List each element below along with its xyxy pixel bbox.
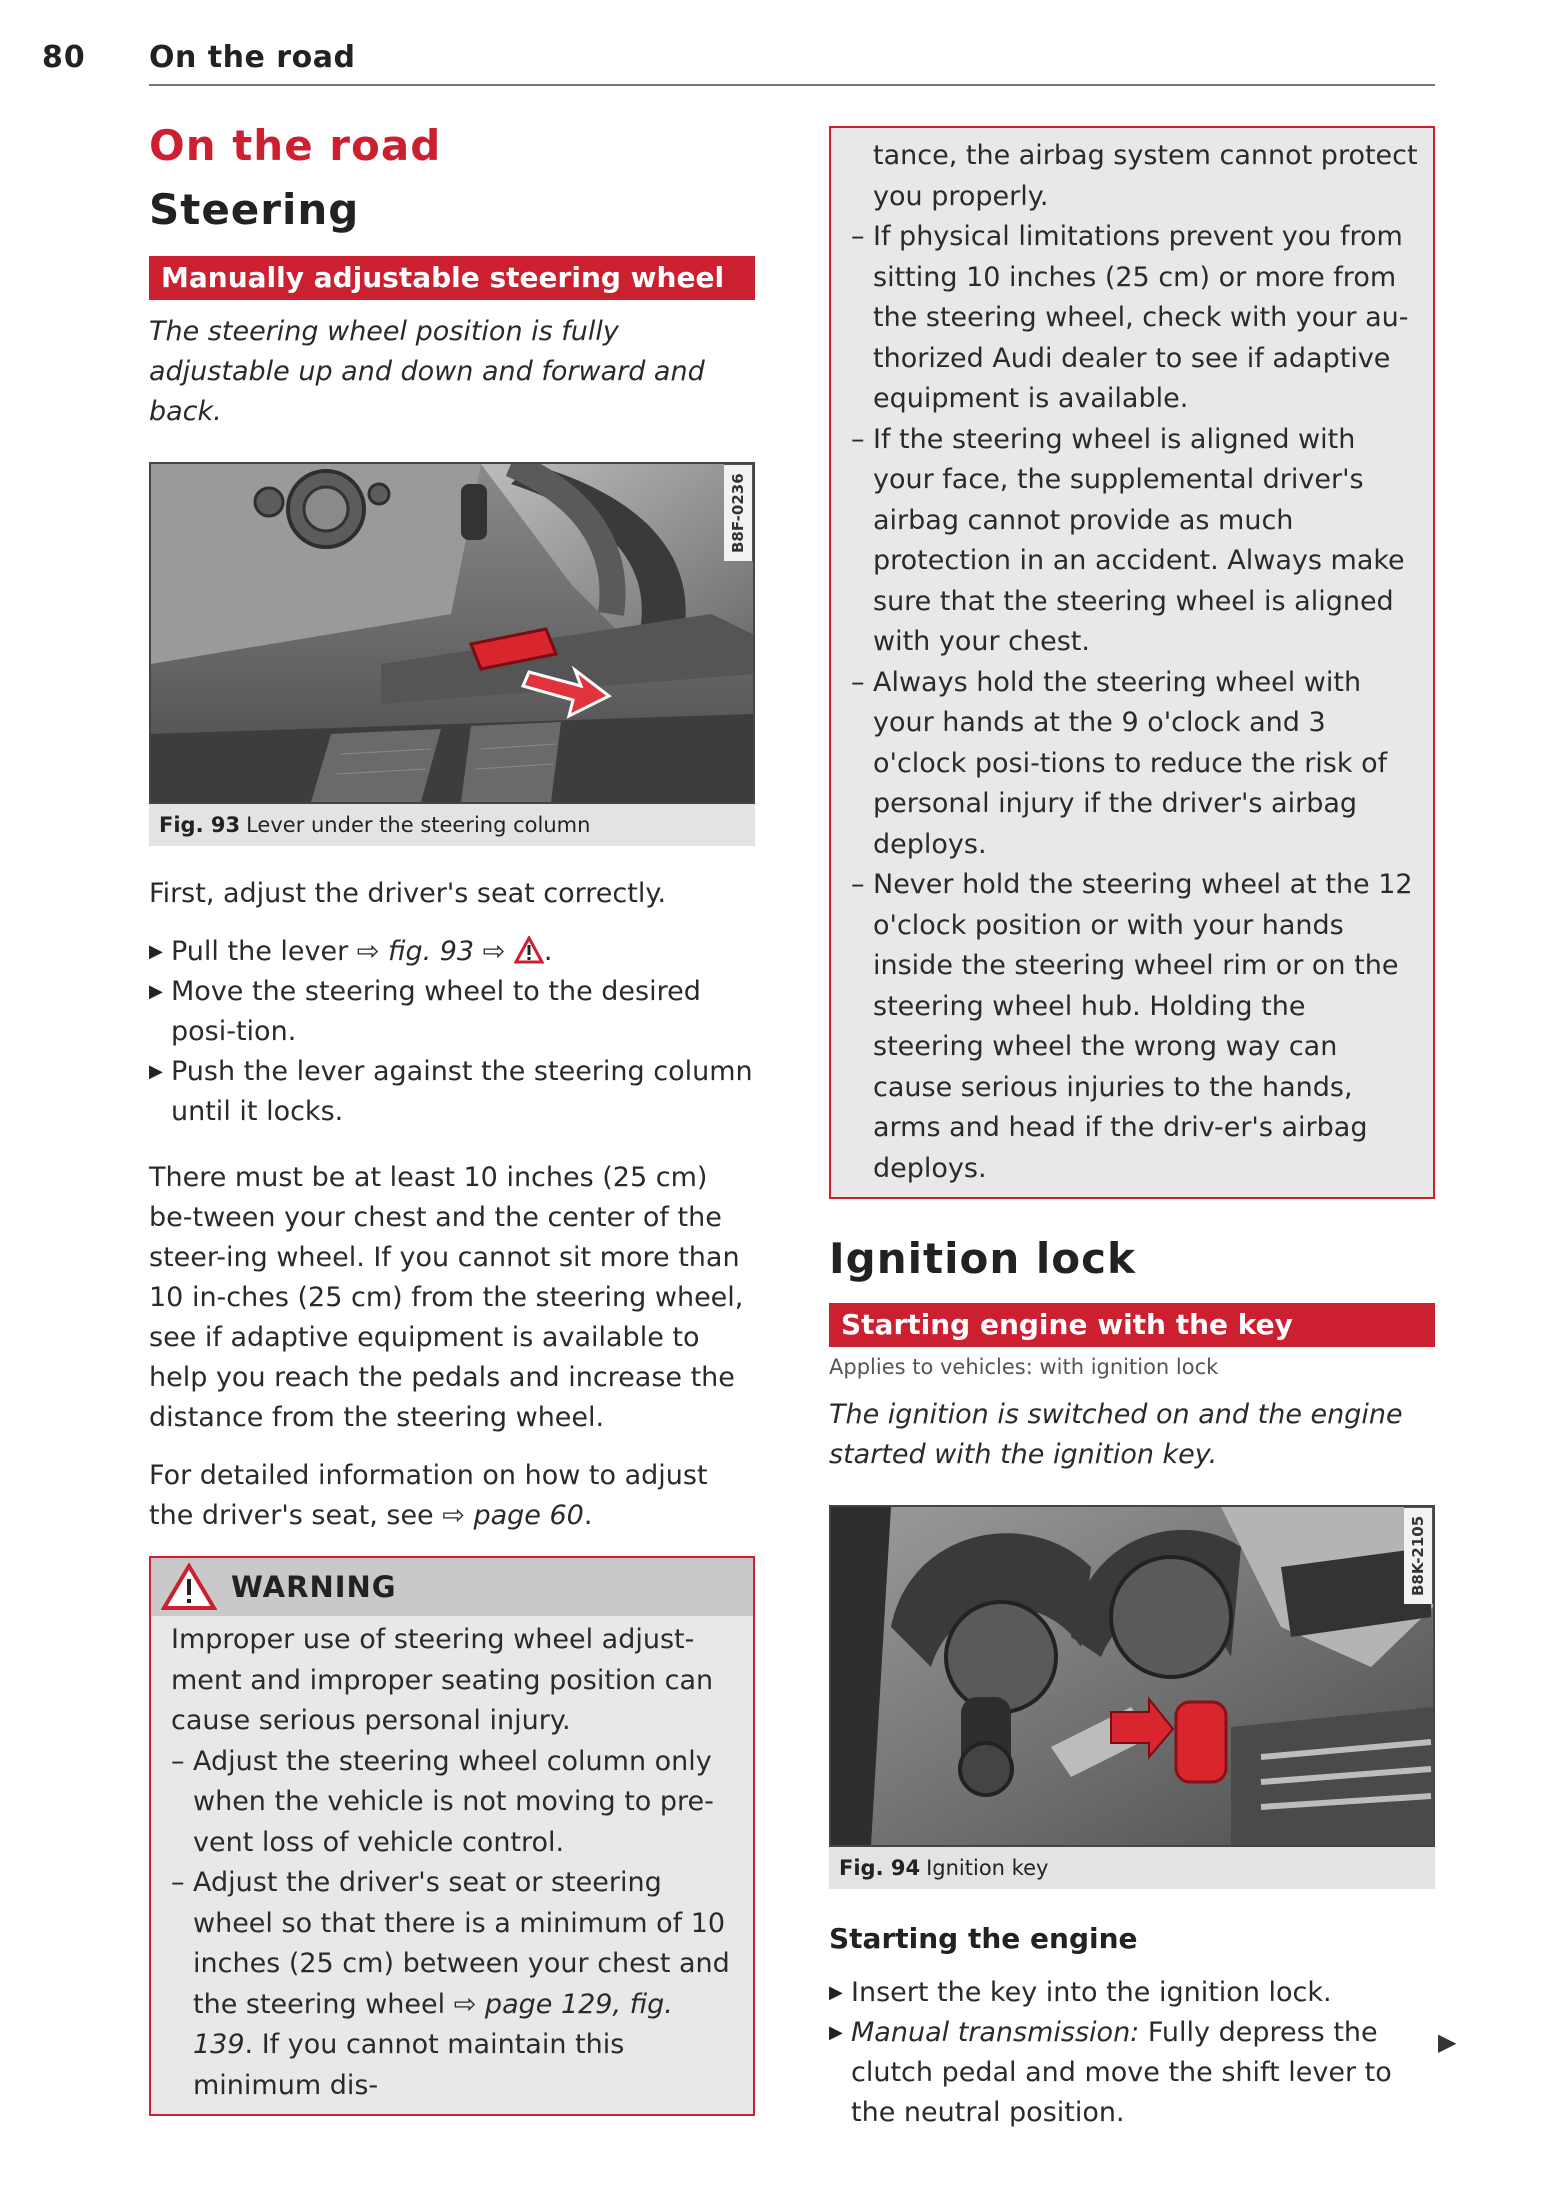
figure-label: Fig. 94 <box>839 1856 921 1880</box>
cross-reference-link[interactable]: ⇨ page 60 <box>442 1500 584 1531</box>
figure-caption-text: Ignition key <box>926 1856 1049 1880</box>
figure-93-caption <box>149 804 755 846</box>
first-instruction: First, adjust the driver's seat correctly. <box>149 878 667 909</box>
subsection-bar: Manually adjustable steering wheel <box>149 256 755 300</box>
running-header-title: On the road <box>149 40 356 75</box>
intro-text: The steering wheel position is fully adjustable up and down and forward and back. <box>149 316 705 427</box>
applies-note: Applies to vehicles: with ignition lock <box>829 1355 1219 1379</box>
subheading: Starting the engine <box>829 1922 1138 1955</box>
distance-paragraph: There must be at least 10 inches (25 cm) be-tween your chest and the center of the steer-ing wheel. If you cannot sit more than 10 in-ches (25 cm) from the steering wheel, see if adaptive equipment is available to help you reach the pedals and increase the distance from the steering wheel. <box>149 1162 744 1433</box>
step-marker-icon: ▶ <box>149 981 163 1002</box>
warning-box-continued <box>829 126 1435 1199</box>
step-marker-icon: ▶ <box>149 941 163 962</box>
page-number: 80 <box>42 40 86 75</box>
figure-94-image <box>829 1505 1435 1847</box>
list-item: – Never hold the steering wheel at the 12 o'clock position or with your hands inside the steering wheel rim or on the steering wheel hub. Holding the steering wheel the wrong way can cause serious injuries to the hands, arms and head if the driv-er's airbag deploys. <box>851 869 1413 1184</box>
left-column <box>149 118 755 2116</box>
list-item: ▶ Push the lever against the steering column until it locks. <box>149 1052 755 1132</box>
section-title: Ignition lock <box>829 1234 1136 1283</box>
step-marker-icon: ▶ <box>829 1982 843 2003</box>
right-column <box>829 126 1435 2133</box>
cross-reference-link[interactable]: ⇨ fig. 93 ⇨ <box>356 936 514 967</box>
continue-arrow-icon: ▶ <box>1438 2028 1457 2056</box>
step-marker-icon: ▶ <box>149 1061 163 1082</box>
warning-body <box>831 128 1433 1197</box>
warning-continued-text: tance, the airbag system cannot protect you properly. <box>873 140 1418 212</box>
list-item: – If the steering wheel is aligned with your face, the supplemental driver's airbag cannot provide as much protection in an accident. Always make sure that the steering wheel is aligned with your chest. <box>851 423 1405 657</box>
cross-reference-link[interactable]: ⇨ page 129, fig. 139 <box>193 1988 673 2060</box>
figure-93-image <box>149 462 755 804</box>
figure-label: Fig. 93 <box>159 813 241 837</box>
warning-intro: Improper use of steering wheel adjust-ment and improper seating position can cause serious personal injury. <box>171 1624 714 1736</box>
figure-94-caption <box>829 1847 1435 1889</box>
list-item: ▶ Manual transmission: Fully depress the clutch pedal and move the shift lever to the neutral position. <box>829 2013 1435 2133</box>
adjust-steps <box>149 932 755 1132</box>
figure-94 <box>829 1505 1435 1889</box>
list-item: ▶ Insert the key into the ignition lock. <box>829 1973 1435 2013</box>
intro-text: The ignition is switched on and the engine started with the ignition key. <box>829 1399 1403 1470</box>
seat-reference-paragraph: For detailed information on how to adjust the driver's seat, see ⇨ page 60. <box>149 1460 708 1531</box>
steering-column-illustration <box>151 464 753 802</box>
warning-triangle-icon <box>161 1563 217 1611</box>
list-item: ▶ Move the steering wheel to the desired posi-tion. <box>149 972 755 1052</box>
figure-code: B8F-0236 <box>724 464 753 561</box>
figure-caption-text: Lever under the steering column <box>246 813 591 837</box>
warning-title: WARNING <box>231 1570 397 1604</box>
list-item: ▶ Pull the lever ⇨ fig. 93 ⇨ . <box>149 932 755 972</box>
chapter-title: On the road <box>149 121 442 170</box>
start-steps <box>829 1973 1435 2133</box>
step-marker-icon: ▶ <box>829 2022 843 2043</box>
list-item: – If physical limitations prevent you from sitting 10 inches (25 cm) or more from the steering wheel, check with your au-thorized Audi dealer to see if adaptive equipment is available. <box>851 221 1409 414</box>
figure-93 <box>149 462 755 846</box>
list-item: – Adjust the steering wheel column only when the vehicle is not moving to pre-vent loss of vehicle control. <box>171 1745 714 1858</box>
header-rule <box>149 84 1435 86</box>
warning-header <box>151 1558 753 1616</box>
warning-body <box>151 1616 753 2114</box>
ignition-key-illustration <box>831 1507 1433 1845</box>
warning-triangle-icon <box>514 936 544 964</box>
list-item: – Always hold the steering wheel with your hands at the 9 o'clock and 3 o'clock posi-tions to reduce the risk of personal injury if the driver's airbag deploys. <box>851 666 1388 860</box>
figure-code: B8K-2105 <box>1404 1507 1433 1604</box>
warning-box <box>149 1556 755 2116</box>
list-item: – Adjust the driver's seat or steering wheel so that there is a minimum of 10 inches (25 cm) between your chest and the steering wheel ⇨ page 129, fig. 139. If you cannot maintain this minimum dis- <box>171 1867 730 2101</box>
subsection-bar: Starting engine with the key <box>829 1303 1435 1347</box>
section-title: Steering <box>149 185 360 234</box>
